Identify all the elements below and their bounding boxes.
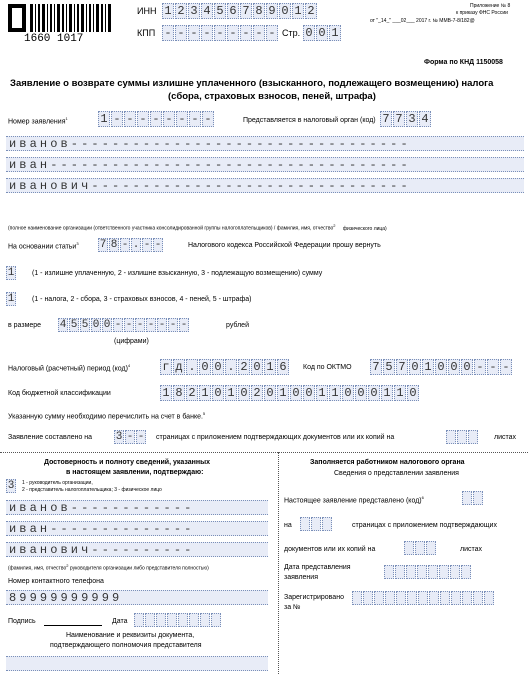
barcode <box>8 4 112 32</box>
char-cell[interactable]: 2 <box>238 359 250 375</box>
registered-label-1: Зарегистрировано <box>284 594 344 601</box>
char-cell[interactable] <box>363 591 373 605</box>
sheets-label: листах <box>494 434 517 441</box>
char-cell[interactable]: 1 <box>160 385 172 401</box>
char-cell[interactable]: . <box>225 359 237 375</box>
char-cell[interactable]: - <box>137 431 145 443</box>
official-heading: Заполняется работником налогового органа <box>310 459 465 466</box>
section-divider <box>0 452 528 453</box>
char-cell[interactable]: 1 <box>422 359 434 375</box>
signer-name[interactable]: иван-------------- <box>6 521 268 536</box>
char-cell[interactable] <box>311 517 321 531</box>
amount-note: (цифрами) <box>114 338 149 345</box>
char-cell[interactable]: 5 <box>81 319 89 331</box>
tax-period-field[interactable] <box>160 359 290 375</box>
char-cell[interactable]: . <box>186 359 198 375</box>
basis-tail: Налогового кодекса Российской Федерации прошу вернуть <box>188 242 381 249</box>
char-cell[interactable]: - <box>202 111 214 127</box>
char-cell[interactable] <box>167 613 177 627</box>
char-cell[interactable]: 7 <box>380 111 392 127</box>
char-cell[interactable] <box>374 591 384 605</box>
char-cell[interactable]: - <box>240 25 252 41</box>
barcode-number: 1660 1017 <box>24 33 84 45</box>
char-cell[interactable]: 0 <box>103 319 111 331</box>
char-cell[interactable]: - <box>474 359 486 375</box>
char-cell[interactable]: 0 <box>316 25 328 41</box>
refund-type-field[interactable] <box>6 266 17 280</box>
inn-label: ИНН <box>137 6 157 16</box>
char-cell[interactable] <box>322 517 332 531</box>
pages-label: Заявление составлено на <box>8 434 93 441</box>
tax-org-code-field[interactable] <box>380 111 432 127</box>
char-cell[interactable]: 9 <box>266 3 278 19</box>
char-cell[interactable]: - <box>175 25 187 41</box>
char-cell[interactable]: - <box>163 111 175 127</box>
official-subheading: Сведения о представлении заявления <box>334 470 459 477</box>
doc-label-2: подтверждающего полномочия представителя <box>50 642 202 649</box>
char-cell[interactable] <box>462 591 472 605</box>
tax-org-label: Представляется в налоговый орган (код) <box>243 117 376 124</box>
presented-label: Настоящее заявление представлено (код)$^6$ <box>284 495 424 505</box>
char-cell[interactable]: 7 <box>396 359 408 375</box>
char-cell[interactable] <box>428 565 438 579</box>
title-line2: (сбора, страховых взносов, пеней, штрафа) <box>168 91 376 102</box>
char-cell[interactable] <box>473 591 483 605</box>
date-label: Дата <box>112 618 128 625</box>
char-cell[interactable] <box>178 613 188 627</box>
doc-label-1: Наименование и реквизиты документа, <box>66 632 195 639</box>
doc-field[interactable] <box>6 656 268 671</box>
amount-label: в размере <box>8 322 42 329</box>
char-cell[interactable]: 0 <box>409 359 421 375</box>
char-cell[interactable] <box>407 591 417 605</box>
present-date-label-2: заявления <box>284 574 318 581</box>
period-label: Налоговый (расчетный) период (код)$^4$ <box>8 363 131 373</box>
char-cell[interactable]: . <box>132 239 140 251</box>
char-cell[interactable] <box>484 591 494 605</box>
char-cell[interactable] <box>406 565 416 579</box>
char-cell[interactable] <box>156 613 166 627</box>
signature-line[interactable] <box>44 625 102 626</box>
column-divider <box>278 452 279 674</box>
char-cell[interactable]: 5 <box>214 3 226 19</box>
char-cell[interactable]: - <box>487 359 499 375</box>
kbk-label: Код бюджетной классификации <box>8 390 111 397</box>
char-cell[interactable]: 2 <box>186 385 198 401</box>
char-cell[interactable]: 1 <box>381 385 393 401</box>
char-cell[interactable]: 5 <box>383 359 395 375</box>
char-cell[interactable]: 1 <box>329 385 341 401</box>
char-cell[interactable] <box>300 517 310 531</box>
char-cell[interactable]: 1 <box>225 385 237 401</box>
signer-option-2: 2 - представитель налогоплательщика; 3 - физическое лицо <box>22 487 162 493</box>
char-cell[interactable]: 0 <box>251 359 263 375</box>
tax-code-article-field[interactable] <box>98 238 164 252</box>
char-cell[interactable]: 5 <box>70 319 78 331</box>
char-cell[interactable]: - <box>189 111 201 127</box>
confirm-heading-1: Достоверность и полноту сведений, указанных <box>44 459 210 466</box>
char-cell[interactable]: 0 <box>448 359 460 375</box>
char-cell[interactable]: - <box>214 25 226 41</box>
char-cell[interactable]: 0 <box>303 25 315 41</box>
char-cell[interactable] <box>134 613 144 627</box>
registered-label-2: за № <box>284 604 301 611</box>
char-cell[interactable]: - <box>158 319 166 331</box>
official-pages-field[interactable] <box>300 517 333 531</box>
char-cell[interactable]: 3 <box>188 3 200 19</box>
appendix-line2: к приказу ФНС России <box>456 10 508 16</box>
application-number-field[interactable] <box>98 111 215 127</box>
char-cell[interactable] <box>446 430 456 444</box>
char-cell[interactable]: 0 <box>435 359 447 375</box>
inn-field[interactable] <box>162 3 318 19</box>
char-cell[interactable]: 1 <box>292 3 304 19</box>
title-line1: Заявление о возврате суммы излишне уплаченного (взысканного, подлежащего возмещению) налога <box>10 78 494 89</box>
char-cell[interactable]: - <box>253 25 265 41</box>
fio-note: (фамилия, имя, отчество$^2$ руководителя организации либо представителя полностью) <box>8 563 209 572</box>
char-cell[interactable]: - <box>114 319 122 331</box>
char-cell[interactable]: 6 <box>227 3 239 19</box>
char-cell[interactable] <box>457 430 467 444</box>
present-date-label-1: Дата представления <box>284 564 351 571</box>
official-docs-text: документов или их копий на <box>284 546 376 553</box>
char-cell[interactable] <box>439 565 449 579</box>
char-cell[interactable]: - <box>136 319 144 331</box>
barcode-image <box>8 4 112 32</box>
char-cell[interactable]: - <box>500 359 512 375</box>
name-line-1[interactable]: иванов--------------------------------- <box>6 136 524 151</box>
char-cell[interactable] <box>417 565 427 579</box>
signer-surname[interactable]: иванов------------ <box>6 500 268 515</box>
char-cell[interactable]: - <box>188 25 200 41</box>
sheets-count-field[interactable] <box>446 430 479 444</box>
char-cell[interactable]: 3 <box>115 431 123 443</box>
char-cell[interactable]: 4 <box>201 3 213 19</box>
phone-field[interactable]: 89999999999 <box>6 590 268 605</box>
char-cell[interactable]: 4 <box>419 111 431 127</box>
name-note: (полное наименование организации (ответственного участника консолидированной группы налогоплательщиков) / фамилия, имя, отчество$^2$ физического лица) <box>8 223 387 232</box>
type-description: (1 - излишне уплаченную, 2 - излишне взысканную, 3 - подлежащую возмещению) сумму <box>32 270 323 277</box>
char-cell[interactable]: 3 <box>406 111 418 127</box>
char-cell[interactable]: - <box>124 111 136 127</box>
char-cell[interactable]: 8 <box>253 3 265 19</box>
char-cell[interactable]: д <box>173 359 185 375</box>
kbk-field[interactable] <box>160 385 420 401</box>
char-cell[interactable]: г <box>160 359 172 375</box>
char-cell[interactable] <box>395 565 405 579</box>
char-cell[interactable]: 0 <box>264 385 276 401</box>
char-cell[interactable]: 3 <box>7 480 15 492</box>
signature-label: Подпись <box>8 618 36 625</box>
signer-option-1: 1 - руководитель организации, <box>22 480 93 486</box>
char-cell[interactable]: 4 <box>59 319 67 331</box>
char-cell[interactable] <box>189 613 199 627</box>
char-cell[interactable] <box>426 541 436 555</box>
char-cell[interactable]: 8 <box>110 239 118 251</box>
char-cell[interactable] <box>450 565 460 579</box>
signer-patronymic[interactable]: иванович---------- <box>6 542 268 557</box>
char-cell[interactable]: 0 <box>92 319 100 331</box>
char-cell[interactable]: 0 <box>212 385 224 401</box>
char-cell[interactable] <box>473 491 483 505</box>
char-cell[interactable] <box>396 591 406 605</box>
char-cell[interactable]: 1 <box>199 385 211 401</box>
char-cell[interactable] <box>451 591 461 605</box>
char-cell[interactable]: - <box>121 239 129 251</box>
appendix-line1: Приложение № 8 <box>470 3 511 9</box>
char-cell[interactable]: - <box>111 111 123 127</box>
payment-kind-field[interactable] <box>6 292 17 306</box>
form-code: Форма по КНД 1150058 <box>424 59 503 66</box>
char-cell[interactable]: - <box>125 319 133 331</box>
signer-type-field[interactable] <box>6 479 17 493</box>
char-cell[interactable]: 7 <box>99 239 107 251</box>
on-label: на <box>284 522 292 529</box>
char-cell[interactable]: 0 <box>212 359 224 375</box>
name-line-2[interactable]: иван----------------------------------- <box>6 157 524 172</box>
registration-number-field[interactable] <box>352 591 495 605</box>
char-cell[interactable]: 0 <box>290 385 302 401</box>
kpp-label: КПП <box>137 28 156 38</box>
name-line-3[interactable]: иванович------------------------------- <box>6 178 524 193</box>
char-cell[interactable] <box>145 613 155 627</box>
char-cell[interactable]: 1 <box>394 385 406 401</box>
char-cell[interactable]: 0 <box>355 385 367 401</box>
char-cell[interactable] <box>352 591 362 605</box>
char-cell[interactable] <box>461 565 471 579</box>
page-number-field[interactable] <box>303 25 342 41</box>
char-cell[interactable]: - <box>227 25 239 41</box>
char-cell[interactable]: 0 <box>238 385 250 401</box>
char-cell[interactable]: - <box>150 111 162 127</box>
char-cell[interactable]: 7 <box>393 111 405 127</box>
char-cell[interactable]: 1 <box>329 25 341 41</box>
transfer-text: Указанную сумму необходимо перечислить на счет в банке.$^5$ <box>8 411 206 421</box>
char-cell[interactable]: - <box>162 25 174 41</box>
char-cell[interactable] <box>404 541 414 555</box>
char-cell[interactable] <box>211 613 221 627</box>
char-cell[interactable]: 1 <box>7 293 15 305</box>
char-cell[interactable]: 1 <box>162 3 174 19</box>
confirm-heading-2: в настоящем заявлении, подтверждаю: <box>66 469 204 476</box>
char-cell[interactable]: 1 <box>277 385 289 401</box>
char-cell[interactable] <box>415 541 425 555</box>
official-sheets-label: листах <box>460 546 483 553</box>
char-cell[interactable]: 7 <box>370 359 382 375</box>
number-label: Номер заявления$^1$ <box>8 116 68 126</box>
presented-code-field[interactable] <box>462 491 484 505</box>
char-cell[interactable]: - <box>137 111 149 127</box>
official-pages-text: страницах с приложением подтверждающих <box>352 522 497 529</box>
char-cell[interactable]: 6 <box>277 359 289 375</box>
char-cell[interactable] <box>384 565 394 579</box>
basis-label: На основании статьи$^3$ <box>8 241 79 251</box>
char-cell[interactable] <box>418 591 428 605</box>
kind-description: (1 - налога, 2 - сбора, 3 - страховых взносов, 4 - пеней, 5 - штрафа) <box>32 296 252 303</box>
char-cell[interactable]: - <box>143 239 151 251</box>
pages-count-field[interactable] <box>114 430 147 444</box>
char-cell[interactable] <box>440 591 450 605</box>
char-cell[interactable]: 0 <box>461 359 473 375</box>
char-cell[interactable] <box>462 491 472 505</box>
char-cell[interactable]: - <box>266 25 278 41</box>
char-cell[interactable]: 1 <box>316 385 328 401</box>
char-cell[interactable] <box>200 613 210 627</box>
char-cell[interactable]: 0 <box>303 385 315 401</box>
page-label: Стр. <box>282 28 301 38</box>
char-cell[interactable]: - <box>201 25 213 41</box>
amount-unit: рублей <box>226 322 249 329</box>
char-cell[interactable]: 1 <box>7 267 15 279</box>
char-cell[interactable]: - <box>126 431 134 443</box>
phone-label: Номер контактного телефона <box>8 578 104 585</box>
char-cell[interactable]: - <box>147 319 155 331</box>
char-cell[interactable]: 2 <box>305 3 317 19</box>
char-cell[interactable]: 0 <box>342 385 354 401</box>
char-cell[interactable] <box>468 430 478 444</box>
appendix-line3: от "_14_" ___02___ 2017 г. № ММВ-7-8/182@ <box>370 18 475 24</box>
oktmo-label: Код по ОКТМО <box>303 364 352 371</box>
char-cell[interactable]: 7 <box>240 3 252 19</box>
char-cell[interactable]: - <box>180 319 188 331</box>
char-cell[interactable] <box>385 591 395 605</box>
char-cell[interactable]: 0 <box>407 385 419 401</box>
char-cell[interactable]: 1 <box>264 359 276 375</box>
pages-tail: страницах с приложением подтверждающих документов или их копий на <box>156 434 395 441</box>
kpp-field[interactable] <box>162 25 279 41</box>
official-sheets-field[interactable] <box>404 541 437 555</box>
char-cell[interactable]: 2 <box>251 385 263 401</box>
char-cell[interactable]: - <box>176 111 188 127</box>
char-cell[interactable]: 8 <box>173 385 185 401</box>
char-cell[interactable]: 0 <box>279 3 291 19</box>
char-cell[interactable]: - <box>169 319 177 331</box>
char-cell[interactable]: - <box>154 239 162 251</box>
oktmo-field[interactable] <box>370 359 513 375</box>
amount-field[interactable] <box>58 318 190 332</box>
char-cell[interactable] <box>429 591 439 605</box>
char-cell[interactable]: 2 <box>175 3 187 19</box>
char-cell[interactable]: 0 <box>199 359 211 375</box>
char-cell[interactable]: 1 <box>98 111 110 127</box>
date-field[interactable] <box>134 613 222 627</box>
char-cell[interactable]: 0 <box>368 385 380 401</box>
present-date-field[interactable] <box>384 565 472 579</box>
